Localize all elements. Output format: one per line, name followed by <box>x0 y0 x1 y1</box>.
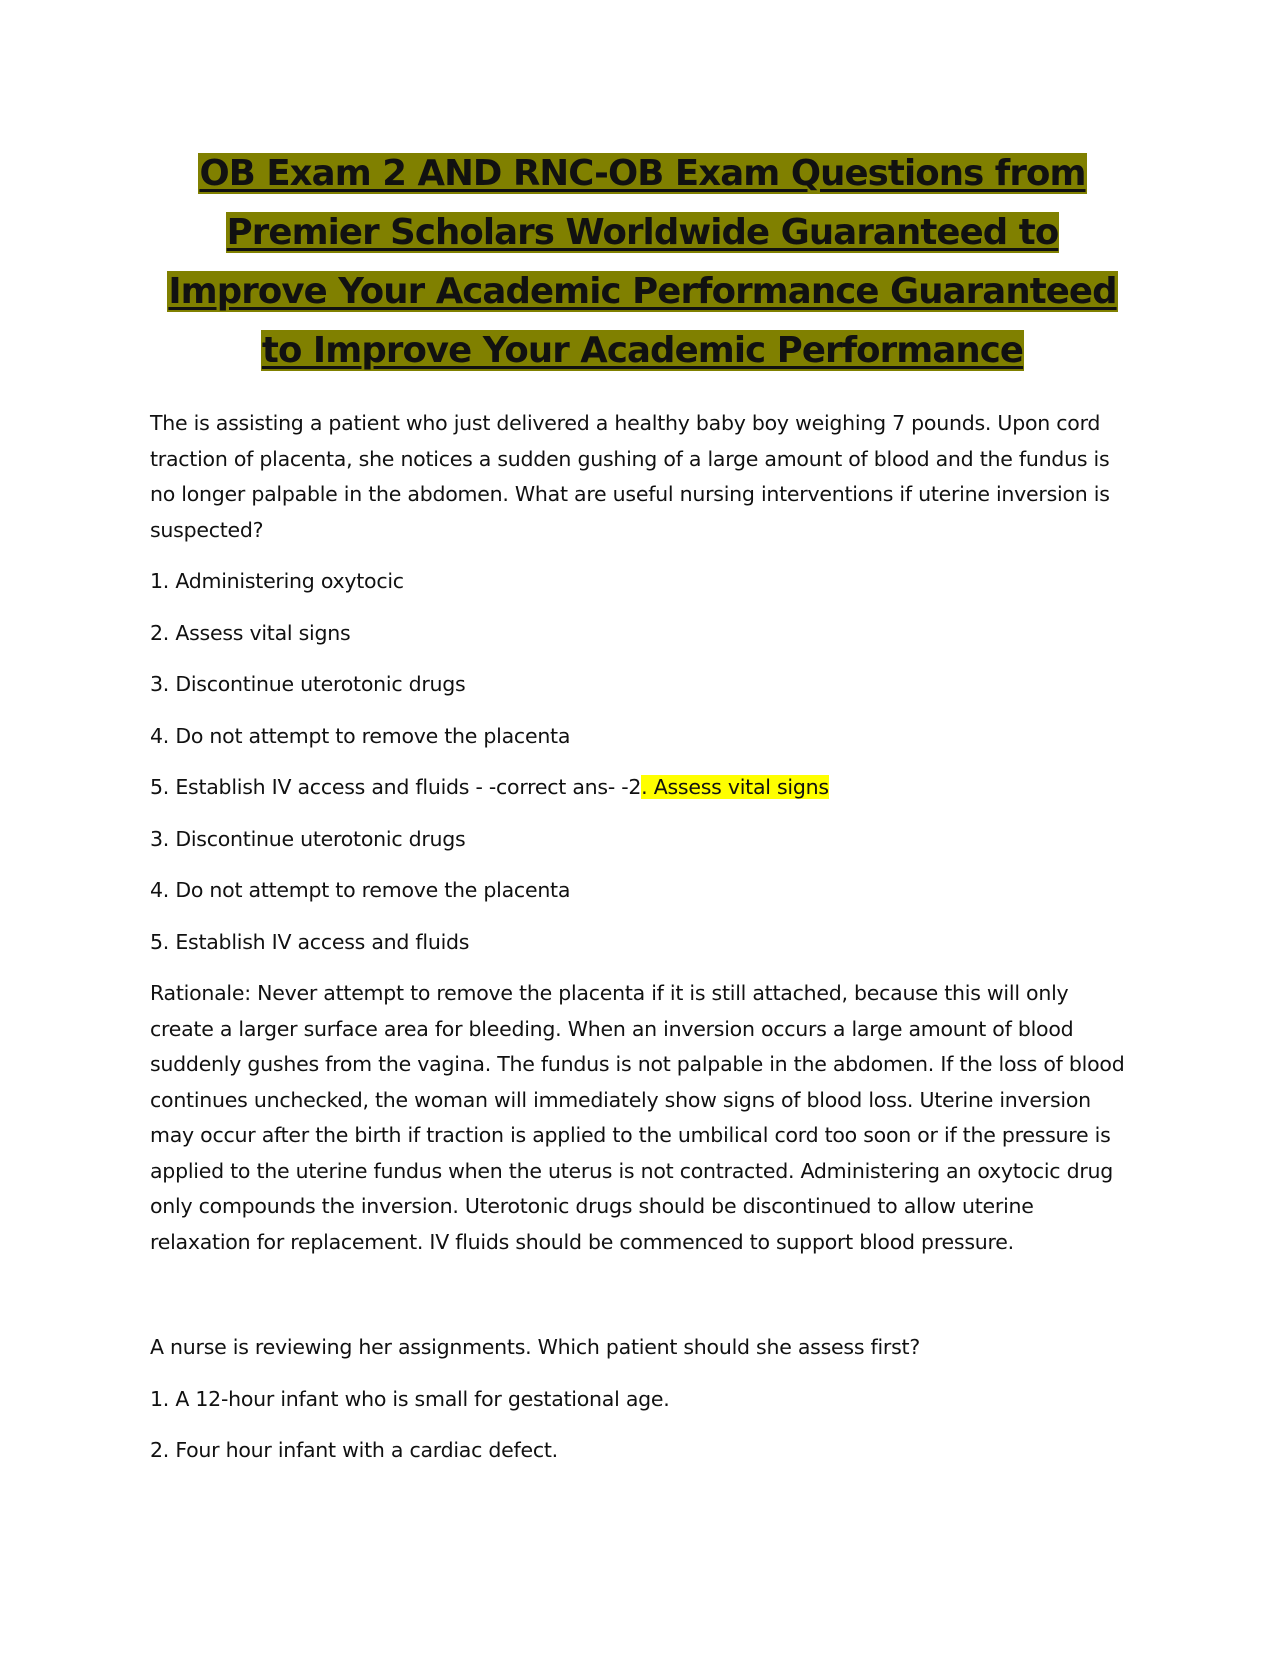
question-1-option-4: 4. Do not attempt to remove the placenta <box>150 723 571 748</box>
question-1-option-3: 3. Discontinue uterotonic drugs <box>150 672 466 696</box>
answer-highlight: . Assess vital signs <box>641 775 829 799</box>
title-line-4: to Improve Your Academic Performance <box>261 330 1024 371</box>
question-2-option-1: 1. A 12-hour infant who is small for gestational age. <box>150 1386 670 1411</box>
title-line-3: Improve Your Academic Performance Guaranteed <box>168 271 1117 312</box>
title-line-2: Premier Scholars Worldwide Guaranteed to <box>226 212 1059 253</box>
answer-option-4: 4. Do not attempt to remove the placenta <box>150 878 571 902</box>
answer-option-3: 3. Discontinue uterotonic drugs <box>150 826 466 851</box>
question-2-option-2: 2. Four hour infant with a cardiac defect. <box>150 1438 558 1462</box>
answer-option-5: 5. Establish IV access and fluids <box>150 929 470 954</box>
document-title <box>150 144 1135 380</box>
question-1-option-1: 1. Administering oxytocic <box>150 569 404 593</box>
rationale-paragraph: Rationale: Never attempt to remove the placenta if it is still attached, because this will only create a larger surface area for bleeding. When an inversion occurs a large amount of blood suddenly gushes from the vagina. The fundus is not palpable in the abdomen. If the loss of blood continues unchecked, the woman will immediately show signs of blood loss. Uterine inversion may occur after the birth if traction is applied to the umbilical cord too soon or if the pressure is applied to the uterine fundus when the uterus is not contracted. Administering an oxytocic drug only compounds the inversion. Uterotonic drugs should be discontinued to allow uterine relaxation for replacement. IV fluids should be commenced to support blood pressure. <box>150 981 1125 1254</box>
question-1-option-2: 2. Assess vital signs <box>150 620 351 645</box>
question-2-text: A nurse is reviewing her assignments. Which patient should she assess first? <box>150 1335 920 1359</box>
document-page <box>150 0 1135 1469</box>
answer-line-prefix: 5. Establish IV access and fluids - -correct ans- -2 <box>150 775 642 799</box>
title-line-1: OB Exam 2 AND RNC-OB Exam Questions from <box>199 153 1086 194</box>
question-1-text: The is assisting a patient who just delivered a healthy baby boy weighing 7 pounds. Upon cord traction of placenta, she notices a sudden gushing of a large amount of blood and the fundus is no longer palpable in the abdomen. What are useful nursing interventions if uterine inversion is suspected? <box>150 411 1110 542</box>
question-1-answer-line <box>150 770 1135 806</box>
